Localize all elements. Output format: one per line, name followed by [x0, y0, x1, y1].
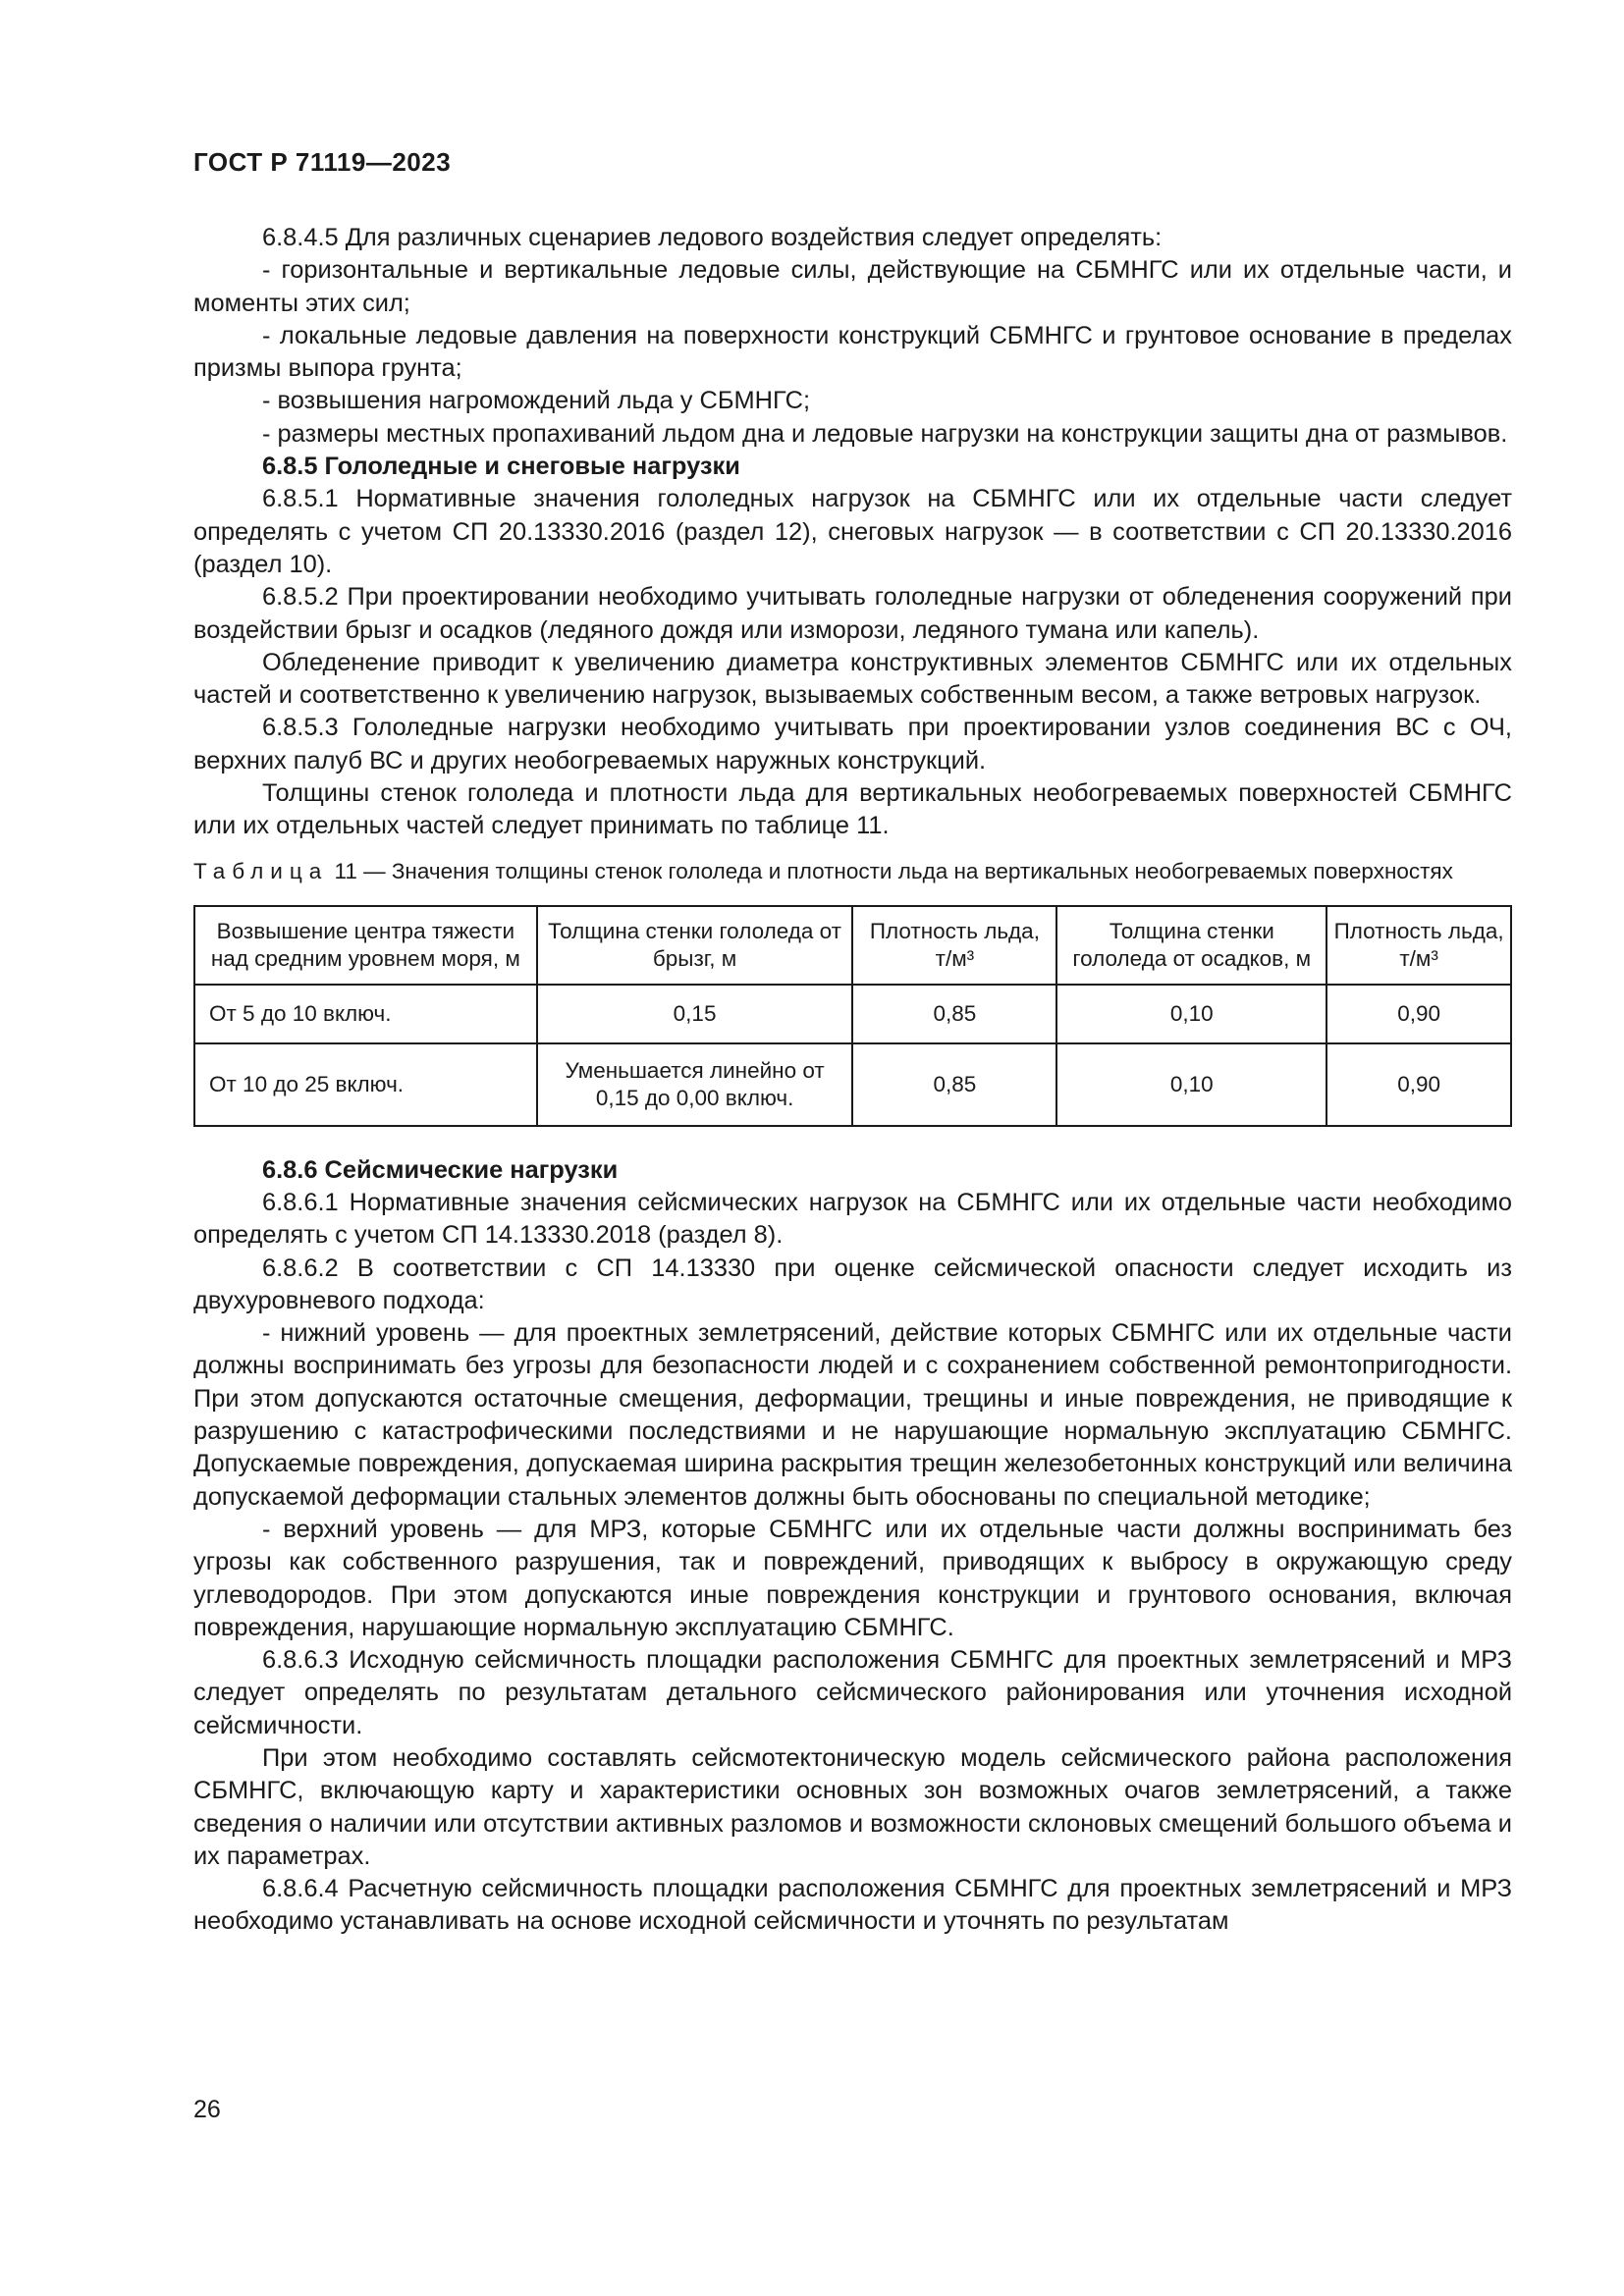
header-spray-thickness: Толщина стенки гололеда от брызг, м — [537, 906, 853, 985]
table-row — [194, 1043, 1511, 1126]
paragraph: - локальные ледовые давления на поверхности конструкций СБМНГС и грунтовое основание в пределах призмы выпора грунта; — [193, 321, 1512, 383]
table-cell: От 10 до 25 включ. — [194, 1043, 537, 1126]
paragraph: 6.8.6.2 В соответствии с СП 14.13330 при оценке сейсмической опасности следует исходить из двухуровневого подхода: — [193, 1254, 1512, 1314]
table-header-row — [194, 906, 1511, 985]
paragraph: - размеры местных пропахиваний льдом дна и ледовые нагрузки на конструкции защиты дна от размывов. — [262, 419, 1508, 448]
paragraph: При этом необходимо составлять сейсмотектоническую модель сейсмического района расположения СБМНГС, включающую карту и характеристики основных зон возможных очагов землетрясений, а также сведения о наличии или отсутствии активных разломов и возможности склоновых смещений большого объема и их параметрах. — [193, 1743, 1512, 1870]
paragraph: Обледенение приводит к увеличению диаметра конструктивных элементов СБМНГС или их отдельных частей и соответственно к увеличению нагрузок, вызываемых собственным весом, а также ветровых нагрузок. — [193, 648, 1512, 710]
table-caption-label: Таблица — [193, 858, 329, 883]
paragraphs-bottom — [193, 1154, 1512, 1939]
page-number: 26 — [193, 2096, 221, 2123]
paragraph: 6.8.6.3 Исходную сейсмичность площадки расположения СБМНГС для проектных землетрясений и МРЗ следует определять по результатам детального сейсмического районирования или уточнения исходной сейсмичности. — [193, 1646, 1512, 1739]
paragraph: 6.8.6.4 Расчетную сейсмичность площадки расположения СБМНГС для проектных землетрясений и МРЗ необходимо устанавливать на основе исходной сейсмичности и уточнять по результатам — [193, 1875, 1512, 1936]
document-header: ГОСТ Р 71119—2023 — [193, 147, 452, 177]
table-cell: 0,15 — [537, 985, 853, 1043]
page-content — [193, 222, 1512, 1939]
paragraph: 6.8.5.3 Гололедные нагрузки необходимо учитывать при проектировании узлов соединения ВС с ОЧ, верхних палуб ВС и других необогреваемых наружных конструкций. — [193, 714, 1512, 774]
paragraph: - возвышения нагромождений льда у СБМНГС; — [262, 387, 810, 415]
table-cell: 0,85 — [852, 985, 1056, 1043]
table-cell: 0,90 — [1326, 985, 1511, 1043]
paragraph: - горизонтальные и вертикальные ледовые силы, действующие на СБМНГС или их отдельные части, и моменты этих сил; — [193, 256, 1512, 317]
section-heading: 6.8.5 Гололедные и снеговые нагрузки — [262, 453, 740, 481]
header-precip-thickness: Толщина стенки гололеда от осадков, м — [1056, 906, 1326, 985]
table-cell: От 5 до 10 включ. — [194, 985, 537, 1043]
paragraphs-top — [193, 222, 1512, 843]
table-cell: Уменьшается линейно от 0,15 до 0,00 включ. — [537, 1043, 853, 1126]
table-caption — [193, 857, 1512, 885]
header-ice-density-2: Плотность льда, т/м³ — [1326, 906, 1511, 985]
table-cell: 0,90 — [1326, 1043, 1511, 1126]
table-caption-text: 11 — Значения толщины стенок гололеда и плотности льда на вертикальных необогреваемых поверхностях — [328, 858, 1453, 883]
paragraph: - нижний уровень — для проектных землетрясений, действие которых СБМНГС или их отдельные части должны воспринимать без угрозы для безопасности людей и с сохранением собственной ремонтопригодности. При этом допускаются остаточные смещения, деформации, трещины и иные повреждения, не приводящие к разрушению с катастрофическими последствиями и не нарушающие нормальную эксплуатацию СБМНГС. Допускаемые повреждения, допускаемая ширина раскрытия трещин железобетонных конструкций или величина допускаемой деформации стальных элементов должны быть обоснованы по специальной методике; — [193, 1319, 1512, 1511]
paragraph: 6.8.5.2 При проектировании необходимо учитывать гололедные нагрузки от обледенения сооружений при воздействии брызг и осадков (ледяного дождя или изморози, ледяного тумана или капель). — [193, 583, 1512, 644]
paragraph: - верхний уровень — для МРЗ, которые СБМНГС или их отдельные части должны воспринимать без угрозы как собственного разрушения, так и повреждений, приводящих к выбросу в окружающую среду углеводородов. При этом допускаются иные повреждения конструкции и грунтового основания, включая повреждения, нарушающие нормальную эксплуатацию СБМНГС. — [193, 1515, 1512, 1641]
header-height: Возвышение центра тяжести над средним уровнем моря, м — [194, 906, 537, 985]
section-heading: 6.8.6 Сейсмические нагрузки — [262, 1155, 619, 1184]
header-ice-density-1: Плотность льда, т/м³ — [852, 906, 1056, 985]
paragraph: 6.8.4.5 Для различных сценариев ледового воздействия следует определять: — [262, 224, 1163, 251]
table-cell: 0,10 — [1056, 1043, 1326, 1126]
paragraph: 6.8.5.1 Нормативные значения гололедных нагрузок на СБМНГС или их отдельные части следует определять с учетом СП 20.13330.2016 (раздел 12), снеговых нагрузок — в соответствии с СП 20.13330.2016 (раздел 10). — [193, 485, 1512, 578]
paragraph: Толщины стенок гололеда и плотности льда для вертикальных необогреваемых поверхностей СБМНГС или их отдельных частей следует принимать по таблице 11. — [193, 779, 1512, 840]
paragraph: 6.8.6.1 Нормативные значения сейсмических нагрузок на СБМНГС или их отдельные части необходимо определять с учетом СП 14.13330.2018 (раздел 8). — [193, 1188, 1512, 1250]
table-row — [194, 985, 1511, 1043]
table-11 — [193, 905, 1512, 1127]
table-cell: 0,10 — [1056, 985, 1326, 1043]
table-cell: 0,85 — [852, 1043, 1056, 1126]
